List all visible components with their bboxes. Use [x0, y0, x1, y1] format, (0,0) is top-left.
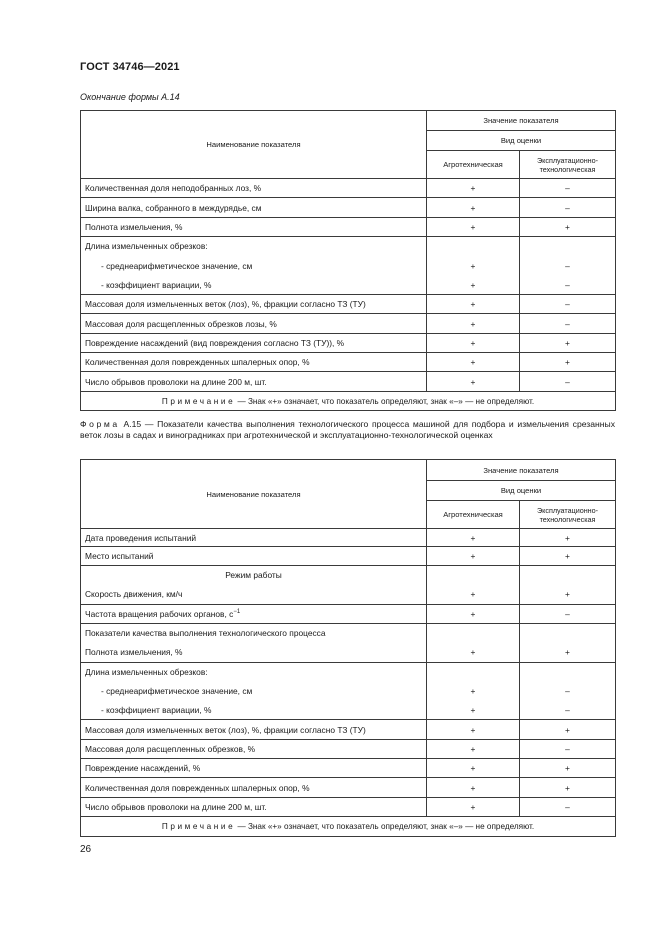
row-agro: + — [427, 256, 520, 276]
row-expl: – — [520, 179, 616, 198]
row-agro: + — [427, 295, 520, 314]
table-row — [81, 276, 616, 295]
row-agro: + — [427, 353, 520, 372]
form-caption — [80, 419, 615, 441]
row-expl: – — [520, 740, 616, 759]
row-label: Повреждение насаждений (вид повреждения согласно ТЗ (ТУ)), % — [81, 334, 427, 353]
table-row — [81, 682, 616, 701]
row-label: Массовая доля измельченных веток (лоз), %, фракции согласно ТЗ (ТУ) — [81, 295, 427, 314]
header-agro: Агротехническая — [427, 501, 520, 529]
table-row — [81, 701, 616, 720]
table-row — [81, 179, 616, 198]
row-label: Число обрывов проволоки на длине 200 м, шт. — [81, 798, 427, 817]
row-label: - среднеарифметическое значение, см — [81, 682, 427, 701]
table-row — [81, 372, 616, 392]
page-number: 26 — [80, 844, 92, 855]
row-label: Дата проведения испытаний — [81, 529, 427, 547]
row-agro: + — [427, 720, 520, 740]
row-agro: + — [427, 276, 520, 295]
table-row — [81, 778, 616, 798]
row-label: Место испытаний — [81, 547, 427, 566]
table-row — [81, 529, 616, 547]
row-label: Количественная доля поврежденных шпалерных опор, % — [81, 353, 427, 372]
table-note-row — [81, 392, 616, 411]
note-text: — Знак «+» означает, что показатель определяют, знак «–» — не определяют. — [235, 396, 535, 406]
form-caption-text: А.15 — Показатели качества выполнения технологического процесса машиной для подбора и измельчения срезанных веток лозы в садах и виноградниках при агротехнической и эксплуатационно-технологической оценках — [80, 419, 615, 440]
row-label: - среднеарифметическое значение, см — [81, 256, 427, 276]
table-note — [81, 817, 616, 837]
table-row — [81, 334, 616, 353]
table-row — [81, 643, 616, 663]
row-agro: + — [427, 198, 520, 218]
header-expl: Эксплуатационно-технологическая — [520, 501, 616, 529]
header-name-column: Наименование показателя — [81, 111, 427, 179]
page-header: ГОСТ 34746—2021 — [80, 61, 180, 73]
form-label: Форма — [80, 419, 120, 429]
row-expl: – — [520, 295, 616, 314]
header-eval-type: Вид оценки — [427, 131, 616, 151]
row-agro: + — [427, 179, 520, 198]
row-expl: – — [520, 798, 616, 817]
row-label: Массовая доля расщепленных обрезков, % — [81, 740, 427, 759]
row-label: Количественная доля неподобранных лоз, % — [81, 179, 427, 198]
row-label: Длина измельченных обрезков: — [81, 237, 427, 256]
row-expl — [520, 566, 616, 585]
row-label: - коэффициент вариации, % — [81, 276, 427, 295]
row-agro: + — [427, 218, 520, 237]
header-value-column: Значение показателя — [427, 111, 616, 131]
row-agro — [427, 663, 520, 682]
row-label: Длина измельченных обрезков: — [81, 663, 427, 682]
row-expl: – — [520, 314, 616, 334]
section-heading: Показатели качества выполнения технологического процесса — [81, 624, 427, 643]
row-expl: – — [520, 682, 616, 701]
note-label: Примечание — [161, 822, 236, 831]
row-label: Ширина валка, собранного в междурядье, см — [81, 198, 427, 218]
row-agro: + — [427, 605, 520, 624]
table-row — [81, 663, 616, 682]
table-row — [81, 566, 616, 585]
row-agro: + — [427, 778, 520, 798]
table-note — [81, 392, 616, 411]
row-agro — [427, 237, 520, 256]
row-agro: + — [427, 547, 520, 566]
note-label: Примечание — [161, 396, 236, 406]
row-agro: + — [427, 529, 520, 547]
indicators-table-a15 — [80, 459, 616, 837]
row-agro: + — [427, 314, 520, 334]
table-row — [81, 740, 616, 759]
row-agro — [427, 624, 520, 643]
table-row — [81, 759, 616, 778]
row-agro: + — [427, 643, 520, 663]
header-expl: Эксплуатационно-технологическая — [520, 151, 616, 179]
row-agro: + — [427, 701, 520, 720]
table-row — [81, 314, 616, 334]
row-expl: + — [520, 218, 616, 237]
row-expl: + — [520, 529, 616, 547]
row-expl: + — [520, 547, 616, 566]
indicators-table-a14 — [80, 110, 616, 411]
row-expl: – — [520, 372, 616, 392]
row-expl — [520, 624, 616, 643]
row-label-sup: −1 — [233, 609, 241, 616]
row-expl: + — [520, 759, 616, 778]
table-row — [81, 547, 616, 566]
row-label: Массовая доля расщепленных обрезков лозы, % — [81, 314, 427, 334]
row-label: Повреждение насаждений, % — [81, 759, 427, 778]
row-expl: + — [520, 585, 616, 605]
row-expl: + — [520, 778, 616, 798]
table-row — [81, 624, 616, 643]
header-eval-type: Вид оценки — [427, 481, 616, 501]
table-row — [81, 605, 616, 624]
row-agro: + — [427, 334, 520, 353]
row-label — [81, 605, 427, 624]
table-row — [81, 237, 616, 256]
table-row — [81, 585, 616, 605]
header-agro: Агротехническая — [427, 151, 520, 179]
table-row — [81, 720, 616, 740]
row-label: - коэффициент вариации, % — [81, 701, 427, 720]
row-agro: + — [427, 585, 520, 605]
section-heading: Режим работы — [81, 566, 427, 585]
table-row — [81, 198, 616, 218]
row-agro — [427, 566, 520, 585]
row-label: Количественная доля поврежденных шпалерных опор, % — [81, 778, 427, 798]
row-agro: + — [427, 740, 520, 759]
row-agro: + — [427, 372, 520, 392]
header-value-column: Значение показателя — [427, 460, 616, 481]
row-expl: – — [520, 276, 616, 295]
row-expl: + — [520, 720, 616, 740]
row-agro: + — [427, 682, 520, 701]
row-label: Скорость движения, км/ч — [81, 585, 427, 605]
row-expl: + — [520, 353, 616, 372]
header-name-column: Наименование показателя — [81, 460, 427, 529]
table-row — [81, 295, 616, 314]
row-expl: – — [520, 605, 616, 624]
table-row — [81, 353, 616, 372]
table-row — [81, 798, 616, 817]
row-label: Полнота измельчения, % — [81, 643, 427, 663]
table-note-row — [81, 817, 616, 837]
table-caption: Окончание формы А.14 — [80, 92, 180, 102]
row-expl: – — [520, 198, 616, 218]
row-agro: + — [427, 759, 520, 778]
table-row — [81, 218, 616, 237]
note-text: — Знак «+» означает, что показатель определяют, знак «–» — не определяют. — [235, 822, 535, 831]
row-expl: – — [520, 701, 616, 720]
row-label: Массовая доля измельченных веток (лоз), %, фракции согласно ТЗ (ТУ) — [81, 720, 427, 740]
row-label-text: Частота вращения рабочих органов, с — [85, 609, 234, 619]
row-expl: – — [520, 256, 616, 276]
row-agro: + — [427, 798, 520, 817]
row-expl: + — [520, 643, 616, 663]
row-expl — [520, 237, 616, 256]
row-label: Полнота измельчения, % — [81, 218, 427, 237]
row-expl — [520, 663, 616, 682]
table-row — [81, 256, 616, 276]
row-label: Число обрывов проволоки на длине 200 м, шт. — [81, 372, 427, 392]
row-expl: + — [520, 334, 616, 353]
